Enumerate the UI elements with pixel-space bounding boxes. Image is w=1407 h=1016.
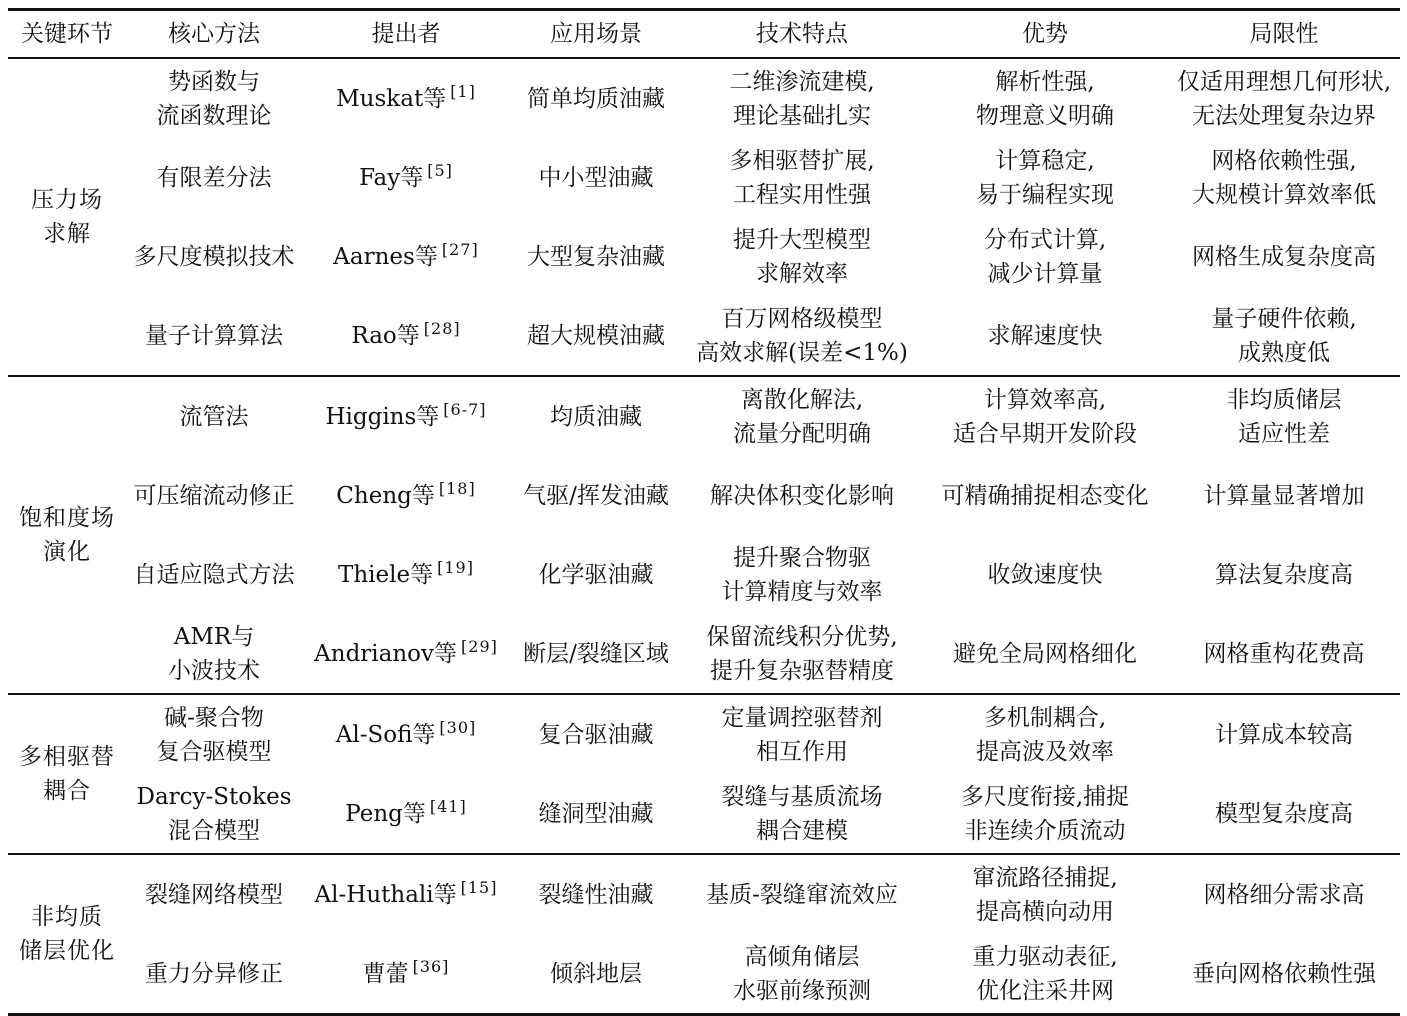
author-text: Al-Huthali等 <box>314 881 457 908</box>
limit-text: 非均质储层 <box>1226 386 1342 413</box>
advantage-text: 非连续介质流动 <box>964 817 1126 844</box>
scene-cell <box>510 614 682 694</box>
method-text: 流管法 <box>179 403 249 430</box>
advantage-cell <box>922 138 1168 217</box>
scene-text: 裂缝性油藏 <box>538 881 654 908</box>
feature-text: 保留流线积分优势, <box>706 623 898 650</box>
stage-text: 非均质 <box>31 904 103 930</box>
feature-text: 定量调控驱替剂 <box>721 704 883 731</box>
stage-cell <box>8 694 126 854</box>
citation-ref: [6-7] <box>443 399 487 419</box>
advantage-text: 适合早期开发阶段 <box>953 420 1137 447</box>
author-cell <box>302 58 510 138</box>
scene-cell <box>510 694 682 774</box>
limit-cell <box>1168 376 1400 456</box>
scene-text: 倾斜地层 <box>550 960 642 987</box>
citation-ref: [27] <box>441 239 479 259</box>
method-cell <box>126 456 302 535</box>
table-row <box>8 614 1400 694</box>
feature-text: 相互作用 <box>756 738 848 765</box>
citation-ref: [15] <box>460 877 498 897</box>
scene-text: 复合驱油藏 <box>538 721 654 748</box>
method-cell <box>126 694 302 774</box>
table-group <box>8 854 1400 1015</box>
feature-text: 耦合建模 <box>756 817 848 844</box>
limit-text: 无法处理复杂边界 <box>1192 102 1376 129</box>
table-group <box>8 376 1400 694</box>
scene-cell <box>510 376 682 456</box>
scene-text: 简单均质油藏 <box>527 85 665 112</box>
limit-text: 算法复杂度高 <box>1215 561 1353 588</box>
author-cell <box>302 934 510 1015</box>
advantage-text: 易于编程实现 <box>976 181 1114 208</box>
advantage-text: 重力驱动表征, <box>972 943 1118 970</box>
limit-text: 垂向网格依赖性强 <box>1192 960 1376 987</box>
author-cell <box>302 774 510 854</box>
feature-cell <box>682 774 922 854</box>
limit-cell <box>1168 774 1400 854</box>
table-row <box>8 58 1400 138</box>
comparison-table-container <box>8 8 1400 1016</box>
advantage-text: 多机制耦合, <box>983 704 1107 731</box>
limit-text: 网格重构花费高 <box>1203 640 1365 667</box>
author-text: 曹蕾 <box>362 960 409 987</box>
table-row <box>8 535 1400 614</box>
feature-cell <box>682 376 922 456</box>
advantage-cell <box>922 535 1168 614</box>
advantage-cell <box>922 854 1168 934</box>
header-advantage: 优势 <box>1022 21 1068 47</box>
author-cell <box>302 614 510 694</box>
stage-cell <box>8 376 126 694</box>
citation-ref: [5] <box>427 160 453 180</box>
feature-text: 离散化解法, <box>740 386 864 413</box>
method-cell <box>126 535 302 614</box>
advantage-text: 减少计算量 <box>987 260 1103 287</box>
table-row <box>8 934 1400 1015</box>
method-text: 势函数与 <box>168 68 260 95</box>
scene-cell <box>510 774 682 854</box>
feature-text: 裂缝与基质流场 <box>721 783 883 810</box>
scene-text: 气驱/挥发油藏 <box>523 482 669 509</box>
feature-text: 求解效率 <box>756 260 848 287</box>
table-row <box>8 296 1400 376</box>
limit-text: 网格细分需求高 <box>1203 881 1365 908</box>
feature-text: 提升大型模型 <box>733 226 871 253</box>
author-text: Rao等 <box>351 322 420 349</box>
header-limit: 局限性 <box>1249 21 1319 47</box>
author-cell <box>302 456 510 535</box>
feature-text: 二维渗流建模, <box>729 68 875 95</box>
feature-text: 解决体积变化影响 <box>710 482 894 509</box>
table-header <box>8 10 1400 59</box>
citation-ref: [18] <box>438 478 476 498</box>
author-text: Fay等 <box>359 164 424 191</box>
header-author: 提出者 <box>371 21 441 47</box>
method-text: 重力分异修正 <box>145 960 283 987</box>
method-text: 裂缝网络模型 <box>145 881 283 908</box>
stage-text: 求解 <box>43 221 91 247</box>
author-cell <box>302 217 510 296</box>
citation-ref: [1] <box>450 81 476 101</box>
feature-text: 计算精度与效率 <box>721 578 883 605</box>
advantage-text: 解析性强, <box>995 68 1095 95</box>
feature-cell <box>682 934 922 1015</box>
method-text: 可压缩流动修正 <box>133 482 295 509</box>
header-feature: 技术特点 <box>756 21 848 47</box>
advantage-text: 提高波及效率 <box>976 738 1114 765</box>
header-method: 核心方法 <box>168 21 260 47</box>
advantage-cell <box>922 376 1168 456</box>
citation-ref: [28] <box>423 318 461 338</box>
method-cell <box>126 376 302 456</box>
limit-text: 量子硬件依赖, <box>1211 305 1357 332</box>
advantage-cell <box>922 614 1168 694</box>
advantage-cell <box>922 456 1168 535</box>
limit-cell <box>1168 614 1400 694</box>
feature-text: 百万网格级模型 <box>721 305 883 332</box>
stage-text: 储层优化 <box>19 938 115 964</box>
advantage-text: 分布式计算, <box>983 226 1107 253</box>
scene-text: 中小型油藏 <box>538 164 654 191</box>
limit-text: 计算量显著增加 <box>1203 482 1365 509</box>
feature-cell <box>682 854 922 934</box>
stage-cell <box>8 854 126 1015</box>
stage-text: 耦合 <box>43 778 91 804</box>
scene-text: 均质油藏 <box>550 403 642 430</box>
limit-cell <box>1168 217 1400 296</box>
limit-cell <box>1168 694 1400 774</box>
citation-ref: [41] <box>429 796 467 816</box>
advantage-text: 优化注采井网 <box>976 977 1114 1004</box>
table-group <box>8 694 1400 854</box>
table-row <box>8 376 1400 456</box>
citation-ref: [30] <box>439 717 477 737</box>
advantage-text: 求解速度快 <box>987 322 1103 349</box>
author-cell <box>302 854 510 934</box>
feature-text: 高效求解(误差<1%) <box>696 339 908 366</box>
method-cell <box>126 217 302 296</box>
limit-text: 大规模计算效率低 <box>1192 181 1376 208</box>
scene-cell <box>510 535 682 614</box>
stage-cell <box>8 58 126 376</box>
scene-cell <box>510 854 682 934</box>
stage-text: 压力场 <box>31 187 103 213</box>
advantage-text: 可精确捕捉相态变化 <box>941 482 1149 509</box>
method-text: 多尺度模拟技术 <box>133 243 295 270</box>
method-text: 自适应隐式方法 <box>133 561 295 588</box>
author-cell <box>302 535 510 614</box>
feature-text: 工程实用性强 <box>733 181 871 208</box>
header-scene: 应用场景 <box>550 21 642 47</box>
advantage-text: 收敛速度快 <box>987 561 1103 588</box>
feature-cell <box>682 58 922 138</box>
advantage-cell <box>922 934 1168 1015</box>
feature-cell <box>682 296 922 376</box>
method-cell <box>126 854 302 934</box>
advantage-text: 窜流路径捕捉, <box>972 864 1118 891</box>
author-text: Muskat等 <box>336 85 447 112</box>
author-text: Andrianov等 <box>314 640 458 667</box>
table-row <box>8 456 1400 535</box>
scene-cell <box>510 296 682 376</box>
stage-text: 饱和度场 <box>19 505 115 531</box>
method-text: 复合驱模型 <box>156 738 272 765</box>
feature-cell <box>682 614 922 694</box>
limit-text: 网格生成复杂度高 <box>1192 243 1376 270</box>
method-text: 混合模型 <box>168 817 260 844</box>
feature-text: 多相驱替扩展, <box>729 147 875 174</box>
scene-text: 化学驱油藏 <box>538 561 654 588</box>
author-text: Peng等 <box>345 800 426 827</box>
advantage-text: 计算效率高, <box>983 386 1107 413</box>
limit-text: 网格依赖性强, <box>1211 147 1357 174</box>
author-cell <box>302 296 510 376</box>
scene-cell <box>510 456 682 535</box>
feature-text: 理论基础扎实 <box>733 102 871 129</box>
table-row <box>8 854 1400 934</box>
stage-text: 演化 <box>43 539 91 565</box>
method-cell <box>126 138 302 217</box>
feature-cell <box>682 456 922 535</box>
table-row <box>8 774 1400 854</box>
method-text: AMR与 <box>173 623 255 650</box>
limit-cell <box>1168 934 1400 1015</box>
author-text: Al-Sofi等 <box>335 721 436 748</box>
method-comparison-table <box>8 8 1400 1016</box>
limit-cell <box>1168 854 1400 934</box>
feature-text: 提升聚合物驱 <box>733 544 871 571</box>
author-text: Higgins等 <box>325 403 440 430</box>
advantage-cell <box>922 217 1168 296</box>
citation-ref: [36] <box>412 956 450 976</box>
limit-cell <box>1168 535 1400 614</box>
method-text: 有限差分法 <box>156 164 272 191</box>
advantage-text: 计算稳定, <box>995 147 1095 174</box>
limit-text: 适应性差 <box>1238 420 1330 447</box>
method-text: 量子计算算法 <box>145 322 283 349</box>
author-text: Cheng等 <box>336 482 435 509</box>
feature-text: 高倾角储层 <box>744 943 860 970</box>
method-cell <box>126 58 302 138</box>
feature-text: 提升复杂驱替精度 <box>710 657 894 684</box>
method-text: 碱-聚合物 <box>164 704 264 731</box>
method-cell <box>126 614 302 694</box>
method-text: 小波技术 <box>168 657 260 684</box>
citation-ref: [29] <box>461 636 498 656</box>
scene-cell <box>510 58 682 138</box>
table-group <box>8 58 1400 376</box>
feature-cell <box>682 694 922 774</box>
author-text: Aarnes等 <box>333 243 438 270</box>
header-row <box>8 10 1400 59</box>
feature-cell <box>682 217 922 296</box>
stage-text: 多相驱替 <box>19 744 115 770</box>
limit-text: 仅适用理想几何形状, <box>1176 68 1392 95</box>
scene-text: 断层/裂缝区域 <box>523 640 669 667</box>
advantage-cell <box>922 296 1168 376</box>
limit-text: 成熟度低 <box>1238 339 1330 366</box>
scene-cell <box>510 217 682 296</box>
feature-text: 基质-裂缝窜流效应 <box>706 881 898 908</box>
limit-cell <box>1168 296 1400 376</box>
scene-cell <box>510 934 682 1015</box>
limit-cell <box>1168 138 1400 217</box>
limit-cell <box>1168 456 1400 535</box>
limit-text: 计算成本较高 <box>1215 721 1353 748</box>
method-cell <box>126 296 302 376</box>
advantage-cell <box>922 58 1168 138</box>
scene-cell <box>510 138 682 217</box>
advantage-text: 多尺度衔接,捕捉 <box>960 783 1130 810</box>
feature-text: 流量分配明确 <box>733 420 871 447</box>
method-cell <box>126 934 302 1015</box>
feature-text: 水驱前缘预测 <box>733 977 871 1004</box>
scene-text: 缝洞型油藏 <box>538 800 654 827</box>
feature-cell <box>682 138 922 217</box>
method-cell <box>126 774 302 854</box>
table-row <box>8 694 1400 774</box>
author-cell <box>302 694 510 774</box>
method-text: 流函数理论 <box>156 102 272 129</box>
limit-text: 模型复杂度高 <box>1215 800 1353 827</box>
advantage-text: 提高横向动用 <box>976 898 1114 925</box>
advantage-cell <box>922 774 1168 854</box>
feature-cell <box>682 535 922 614</box>
method-text: Darcy-Stokes <box>136 783 292 810</box>
table-row <box>8 217 1400 296</box>
citation-ref: [19] <box>437 557 474 577</box>
limit-cell <box>1168 58 1400 138</box>
advantage-cell <box>922 694 1168 774</box>
scene-text: 超大规模油藏 <box>527 322 665 349</box>
advantage-text: 避免全局网格细化 <box>953 640 1137 667</box>
scene-text: 大型复杂油藏 <box>527 243 665 270</box>
table-row <box>8 138 1400 217</box>
header-stage: 关键环节 <box>21 21 113 47</box>
author-cell <box>302 376 510 456</box>
author-text: Thiele等 <box>338 561 434 588</box>
advantage-text: 物理意义明确 <box>976 102 1114 129</box>
author-cell <box>302 138 510 217</box>
